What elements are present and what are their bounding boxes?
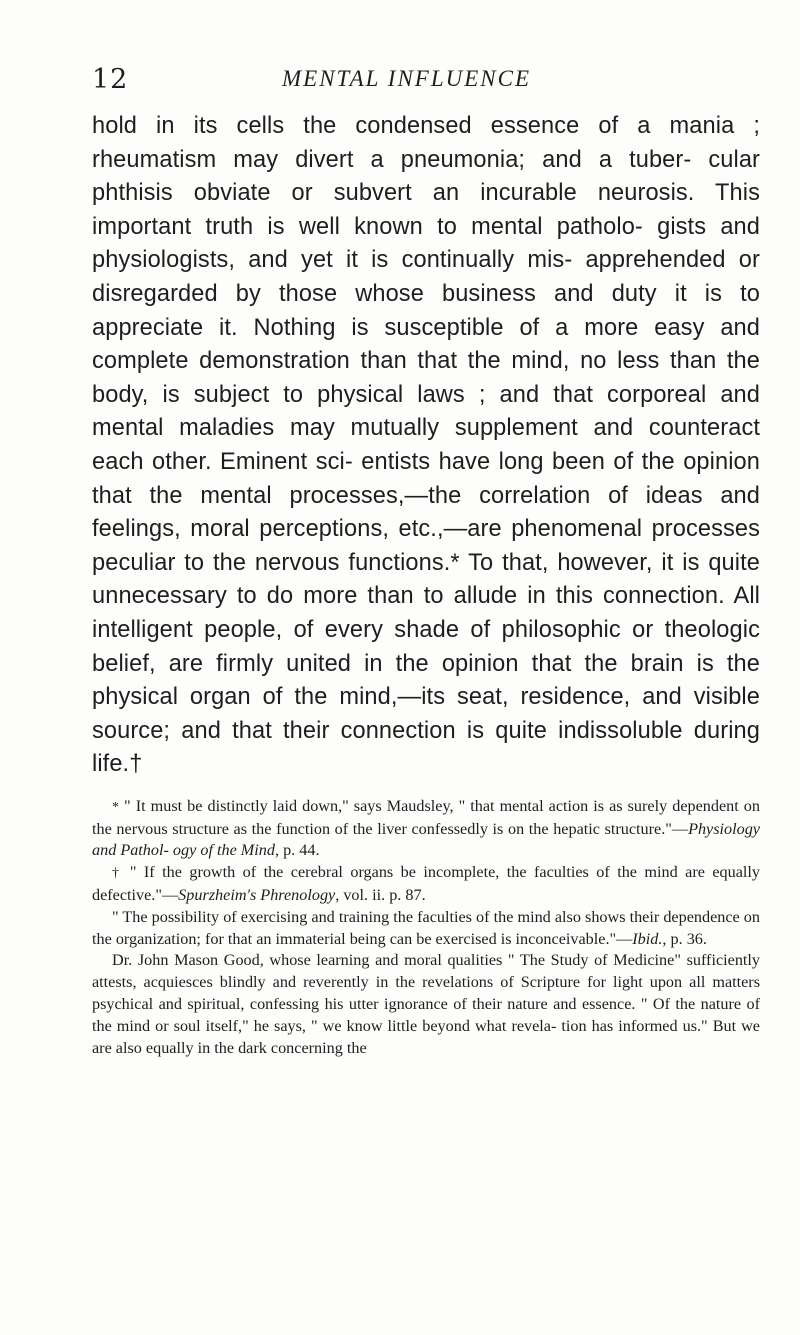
footnote-mark: † bbox=[112, 866, 123, 882]
footnote-text: " It must be distinctly laid down," says Maudsley, " that mental action is as surely dependent on the nervous structure as the function of the liver confessedly is on the hepatic structure."— bbox=[92, 796, 760, 838]
page-number: 12 bbox=[92, 64, 129, 95]
footnote-source: Physiology and Pathol- ogy of the Mind bbox=[92, 819, 760, 860]
book-page bbox=[92, 62, 760, 1059]
footnote-2 bbox=[92, 862, 760, 907]
footnote-3 bbox=[92, 907, 760, 951]
footnote-mark: * bbox=[112, 799, 119, 815]
footnote-source: Spurzheim's Phrenology bbox=[178, 886, 336, 905]
footnote-text: " The possibility of exercising and training the faculties of the mind also shows their dependence on the organization; for that an immaterial being can be exercised is inconceivable."— bbox=[92, 907, 760, 948]
footnote-source: Ibid. bbox=[632, 929, 663, 948]
footnote-1 bbox=[92, 796, 760, 862]
footnote-text: Dr. John Mason Good, whose learning and moral qualities " The Study of Medicine" sufficiently attests, acquiesces blindly and reverently in the revelations of Scripture for light upon all matters psychical and spiritual, confessing his utter ignorance of their nature and essence. " Of the nature of the mind or soul itself," he says, " we know little beyond what revela- tion has informed us." But we are also equally in the dark concerning the bbox=[92, 951, 760, 1057]
body-paragraph: hold in its cells the condensed essence of a mania ; rheumatism may divert a pneumonia; and a tuber- cular phthisis obviate or subvert an incurable neurosis. This important truth is well known to mental patholo- gists and physiologists, and yet it is continually mis- apprehended or disregarded by those whose business and duty it is to appreciate it. Nothing is susceptible of a more easy and complete demonstration than that the mind, no less than the body, is subject to physical laws ; and that corporeal and mental maladies may mutually supplement and counteract each other. Eminent sci- entists have long been of the opinion that the mental processes,—the correlation of ideas and feelings, moral perceptions, etc.,—are phenomenal processes peculiar to the nervous functions.* To that, however, it is quite unnecessary to do more than to allude in this connection. All intelligent people, of every shade of philosophic or theologic belief, are firmly united in the opinion that the brain is the physical organ of the mind,—its seat, residence, and visible source; and that their connection is quite indissoluble during life.† bbox=[92, 113, 760, 778]
footnote-cite: , vol. ii. p. 87. bbox=[335, 886, 426, 905]
footnote-cite: , p. 36. bbox=[662, 929, 707, 948]
footnotes bbox=[92, 796, 760, 1060]
footnote-cite: , p. 44. bbox=[274, 841, 320, 860]
running-head: MENTAL INFLUENCE bbox=[282, 66, 532, 91]
footnote-4 bbox=[92, 950, 760, 1059]
page-header bbox=[92, 62, 760, 96]
footnote-text: " If the growth of the cerebral organs be incomplete, the faculties of the mind are equally defective."— bbox=[92, 863, 760, 905]
